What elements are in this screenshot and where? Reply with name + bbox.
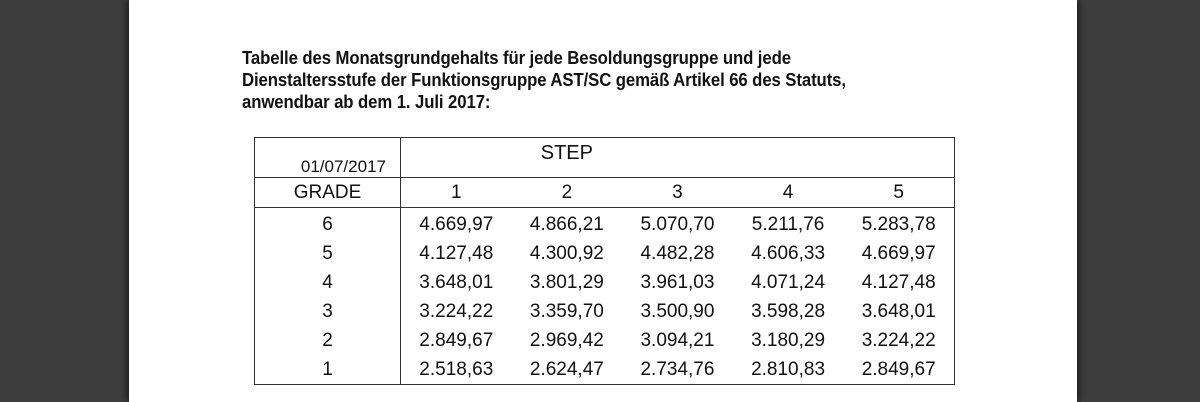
salary-cell: 5.070,70 [640,213,715,235]
salary-cell: 3.648,01 [419,271,494,293]
grade-cell: 1 [255,355,401,385]
salary-cell: 3.598,28 [751,300,826,322]
salary-cell: 3.500,90 [640,300,715,322]
step-number: 5 [843,178,954,208]
table-header-row-date [255,138,955,178]
salary-cell: 4.127,48 [861,271,936,293]
document-page [129,0,1077,402]
grade-cell: 2 [255,326,401,355]
step-header-spacer [843,138,954,178]
salary-cell: 3.961,03 [640,271,715,293]
grade-header: GRADE [255,178,401,208]
salary-cell: 2.624,47 [529,358,604,380]
salary-cell: 3.224,22 [419,300,494,322]
salary-table [254,137,955,385]
salary-cell: 5.283,78 [861,213,936,235]
salary-cell: 2.849,67 [419,329,494,351]
salary-cell: 2.849,67 [861,358,936,380]
salary-cell: 4.127,48 [419,242,494,264]
table-row [255,208,955,240]
grade-cell: 5 [255,239,401,268]
salary-cell: 3.801,29 [529,271,604,293]
table-heading [242,47,949,113]
step-header [512,138,623,178]
step-number: 4 [733,178,844,208]
heading-line-3: anwendbar ab dem 1. Juli 2017: [242,92,491,112]
salary-cell: 4.669,97 [861,242,936,264]
step-number: 2 [512,178,623,208]
heading-line-1: Tabelle des Monatsgrundgehalts für jede Besoldungsgruppe und jede [242,48,791,68]
salary-cell: 2.810,83 [751,358,826,380]
table-row [255,326,955,355]
table-row [255,239,955,268]
step-number: 3 [622,178,733,208]
table-row [255,268,955,297]
salary-cell: 4.669,97 [419,213,494,235]
grade-cell: 4 [255,268,401,297]
salary-cell: 3.094,21 [640,329,715,351]
grade-cell: 6 [255,208,401,240]
effective-date: 01/07/2017 [255,138,401,178]
salary-cell: 5.211,76 [751,213,825,235]
step-header-spacer [622,138,733,178]
step-header-spacer [400,138,511,178]
table-row [255,355,955,385]
salary-cell: 3.224,22 [861,329,936,351]
step-header-spacer [733,138,844,178]
salary-cell: 4.482,28 [640,242,715,264]
heading-line-2: Dienstaltersstufe der Funktionsgruppe AST/SC gemäß Artikel 66 des Statuts, [242,70,846,90]
table-row [255,297,955,326]
salary-cell: 2.518,63 [419,358,494,380]
step-header-label: STEP [540,142,593,164]
salary-cell: 3.180,29 [751,329,826,351]
salary-cell: 4.606,33 [751,242,826,264]
salary-cell: 4.071,24 [751,271,826,293]
salary-cell: 4.866,21 [529,213,604,235]
salary-cell: 4.300,92 [529,242,604,264]
salary-cell: 3.648,01 [861,300,936,322]
salary-cell: 2.969,42 [529,329,604,351]
table-header-row-steps [255,178,955,208]
grade-cell: 3 [255,297,401,326]
salary-cell: 3.359,70 [529,300,604,322]
step-number: 1 [400,178,511,208]
salary-cell: 2.734,76 [640,358,715,380]
